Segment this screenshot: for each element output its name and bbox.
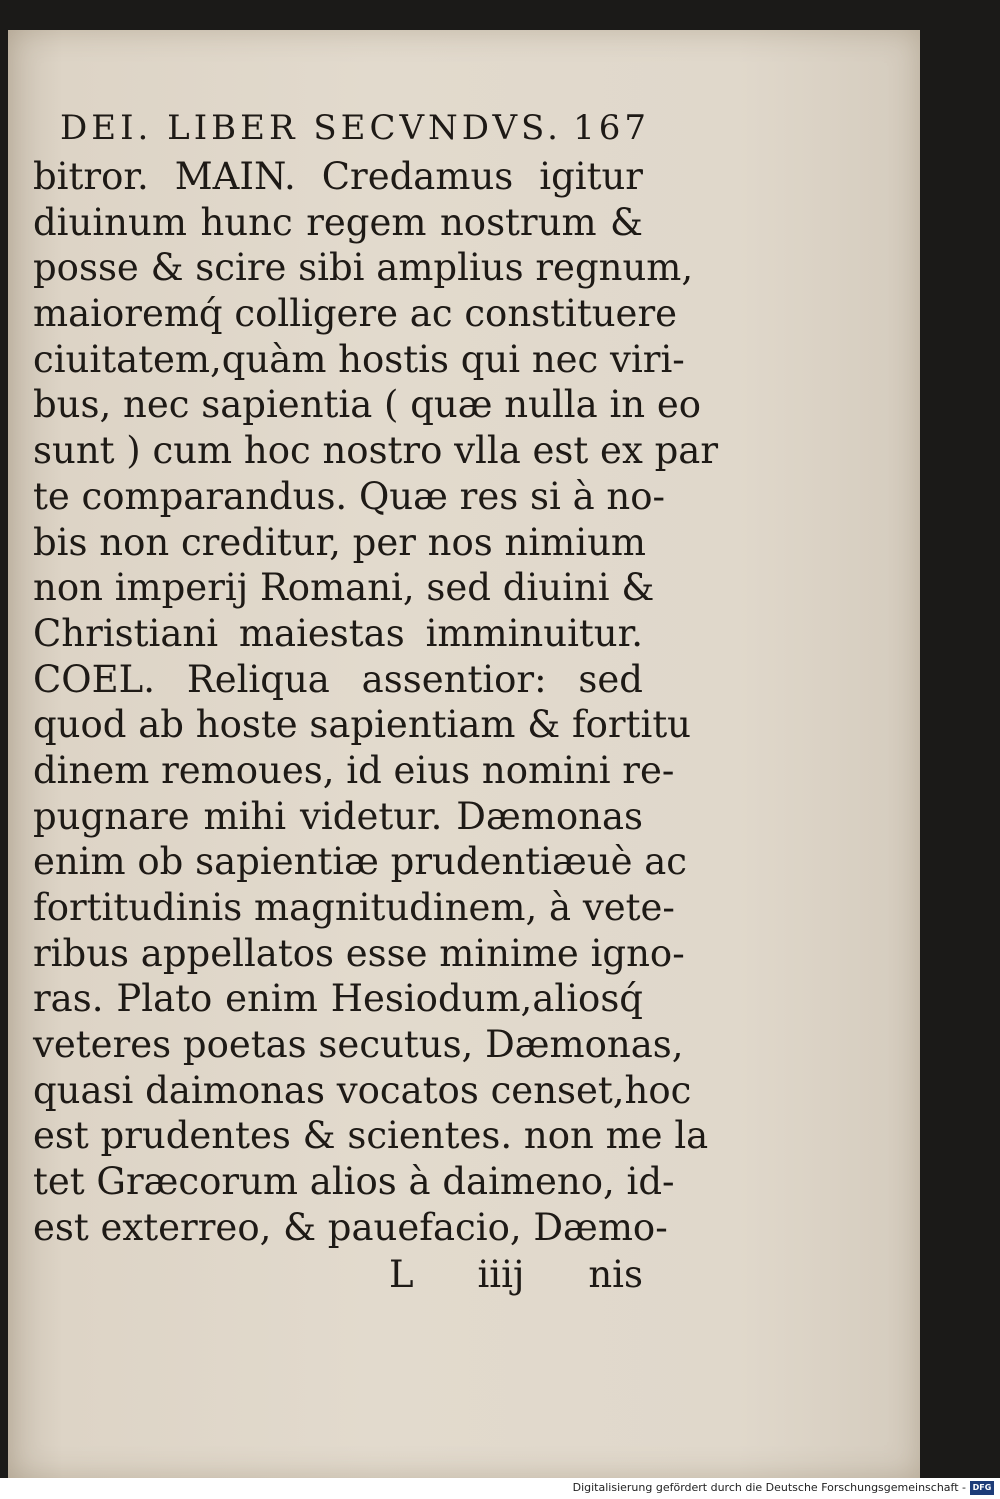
text-line: tet Græcorum alios à daimeno, id- [33, 1160, 675, 1204]
text-line: bis non creditur, per nos nimium [33, 520, 647, 564]
text-line: est exterreo, & pauefacio, Dæmo- [33, 1205, 668, 1249]
text-line: ras. Plato enim Hesiodum,aliosq́ [33, 977, 643, 1021]
text-line: COEL. Reliqua assentior: sed [33, 657, 643, 701]
text-block [33, 154, 719, 1251]
signature-mark: L [389, 1253, 414, 1296]
text-line: non imperij Romani, sed diuini & [33, 566, 655, 610]
text-line: quod ab hoste sapientiam & fortitu [33, 703, 692, 747]
text-line: posse & scire sibi amplius regnum, [33, 246, 694, 290]
text-line: enim ob sapientiæ prudentiæuè ac [33, 840, 688, 884]
text-line: ciuitatem,quàm hostis qui nec viri- [33, 337, 685, 381]
running-title: DEI. LIBER SECVNDVS. [60, 108, 562, 148]
running-header [60, 108, 650, 148]
text-line: bus, nec sapientia ( quæ nulla in eo [33, 383, 702, 427]
text-line: Christiani maiestas imminuitur. [33, 611, 643, 655]
funding-credit: Digitalisierung gefördert durch die Deutsche Forschungsgemeinschaft - [572, 1481, 966, 1494]
text-line: est prudentes & scientes. non me la [33, 1114, 709, 1158]
text-line: maioremq́ colligere ac constituere [33, 292, 678, 336]
text-line: diuinum hunc regem nostrum & [33, 200, 643, 244]
text-line: fortitudinis magnitudinem, à vete- [33, 886, 675, 929]
text-line: te comparandus. Quæ res si à no- [33, 474, 665, 518]
text-line: ribus appellatos esse minime igno- [33, 931, 685, 975]
text-line: quasi daimonas vocatos censet,hoc [33, 1068, 692, 1112]
text-line: dinem remoues, id eius nomini re- [33, 748, 675, 792]
page-number: 167 [573, 108, 650, 148]
text-line: bitror. MAIN. Credamus igitur [33, 155, 643, 198]
text-line: sunt ) cum hoc nostro vlla est ex par [33, 429, 719, 473]
catchword: nis [588, 1253, 643, 1296]
catchline [33, 1252, 643, 1298]
text-line: veteres poetas secutus, Dæmonas, [33, 1023, 684, 1067]
footer-bar [0, 1478, 1000, 1499]
dfg-logo: DFG [970, 1481, 994, 1495]
signature-leaf: iiij [477, 1253, 525, 1296]
text-line: pugnare mihi videtur. Dæmonas [33, 794, 643, 838]
